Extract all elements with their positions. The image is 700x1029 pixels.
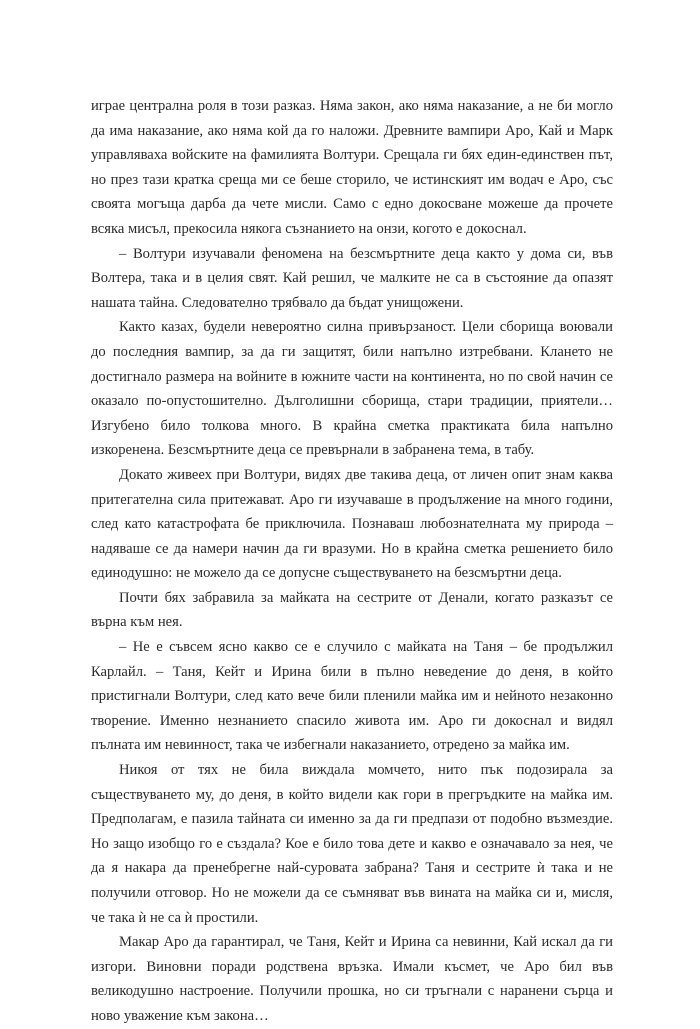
paragraph-4: Докато живеех при Волтури, видях две такива деца, от личен опит знам каква притегателна сила притежават. Аро ги изучаваше в продължение на много години, след като катастрофата бе приключила. Познаваш любознателната му природа – надяваше се да намери начин да ги вразуми. Но в крайна сметка решението било единодушно: не можело да се допусне съществуването на безсмъртни деца. [91,466,613,582]
paragraph-7: Никоя от тях не била виждала момчето, нито пък подозирала за съществуването му, до деня, в който видели как гори в прегръдките на майка им. Предполагам, е пазила тайната си именно за да ги предпази от подобно възмездие. Но защо изобщо го е създала? Кое е било това дете и какво е означавало за нея, че да я накара да пренебрегне най-суровата забрана? Таня и сестрите ѝ така и не получили отговор. Но не можели да се съмняват във вината на майка си и, мисля, че така ѝ не са ѝ простили. [91,762,613,926]
paragraph-2: – Волтури изучавали феномена на безсмъртните деца както у дома си, във Волтера, така и в целия свят. Кай решил, че малките не са в състояние да опазят нашата тайна. Следователно трябвало да бъдат унищожени. [91,245,613,311]
paragraph-8: Макар Аро да гарантирал, че Таня, Кейт и Ирина са невинни, Кай искал да ги изгори. Виновни поради родствена връзка. Имали късмет, че Аро бил във великодушно настроение. Получили прошка, но си тръгнали с наранени сърца и ново уважение към закона… [91,934,613,1024]
paragraph-5: Почти бях забравила за майката на сестрите от Денали, когато разказът се върна към нея. [91,589,613,631]
paragraph-6: – Не е съвсем ясно какво се е случило с майката на Таня – бе продължил Карлайл. – Таня, Кейт и Ирина били в пълно неведение до деня, в който пристигнали Волтури, след като вече били пленили майка им и нейното незаконно творение. Именно незнанието спасило живота им. Аро ги докоснал и видял пълната им невинност, така че избегнали наказанието, отредено за майка им. [91,639,613,754]
body-text [91,94,613,1029]
paragraph-3: Както казах, будели невероятно силна привързаност. Цели сборища воювали до последния вампир, за да ги защитят, били напълно изтребвани. Кланeто не достигнало размера на войните в южните части на континента, но по свой начин се оказало по-опустошително. Дълголишни сборища, стари традиции, приятели… Изгубено било толкова много. В крайна сметка практиката била напълно изкоренена. Безсмъртните деца се превърнали в забранена тема, в табу. [91,319,613,459]
paragraph-1: играе централна роля в този разказ. Няма закон, ако няма наказание, а не би могло да има наказание, ако няма кой да го наложи. Древните вампири Аро, Кай и Марк управляваха войските на фамилията Волтури. Срещала ги бях един-единствен път, но през тази кратка среща ми се беше сторило, че истинският им водач е Аро, със своята могъща дарба да чете мисли. Само с едно докосване можеше да прочете всяка мисъл, прекосила някога съзнанието на онзи, когото е докоснал. [91,98,613,237]
